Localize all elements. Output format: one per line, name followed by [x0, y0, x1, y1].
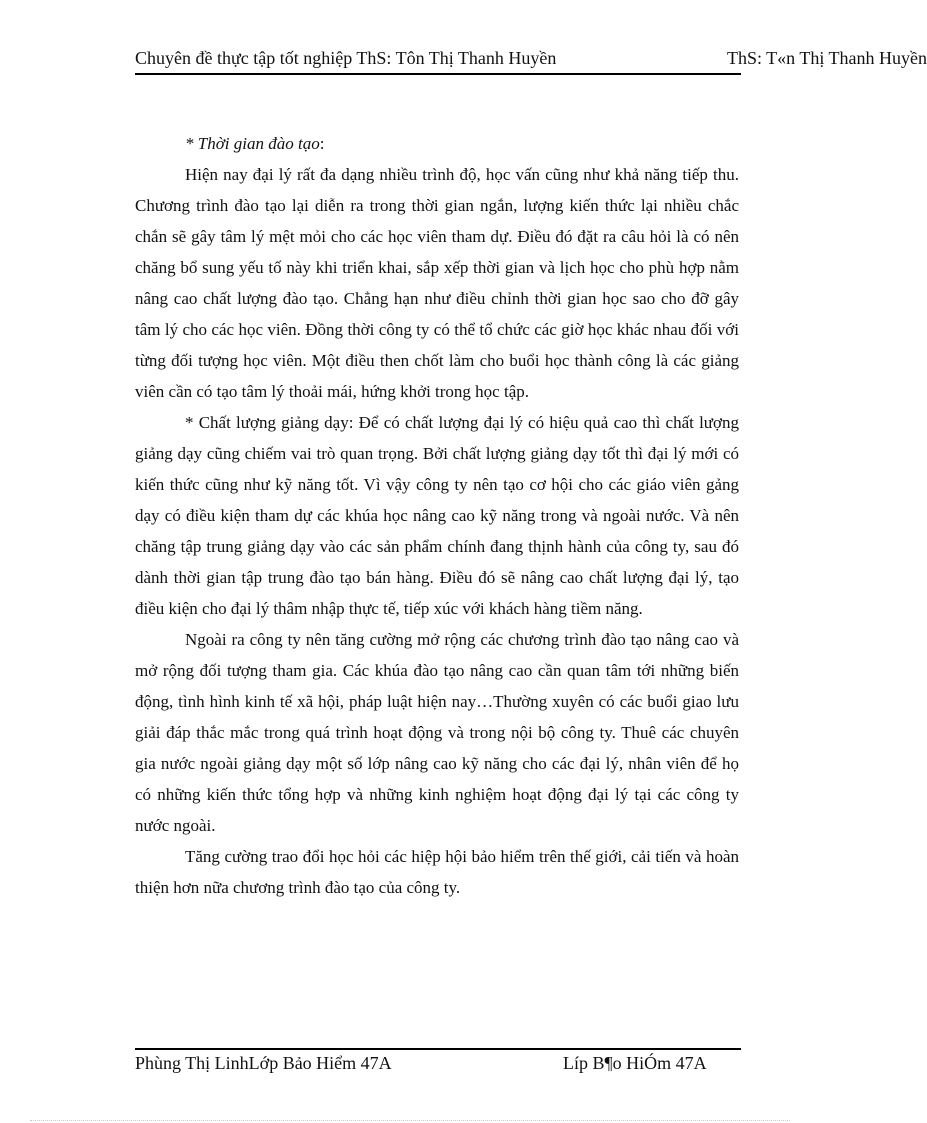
section-heading — [135, 128, 739, 159]
paragraph-exchange: Tăng cường trao đổi học hỏi các hiệp hội bảo hiểm trên thế giới, cải tiến và hoàn thiện hơn nữa chương trình đào tạo của công ty. — [135, 847, 739, 897]
paragraph-training-time: Hiện nay đại lý rất đa dạng nhiều trình độ, học vấn cũng như khả năng tiếp thu. Chương trình đào tạo lại diễn ra trong thời gian ngắn, lượng kiến thức lại nhiều chắc chắn sẽ gây tâm lý mệt mỏi cho các học viên tham dự. Điều đó đặt ra câu hỏi là có nên chăng bổ sung yếu tố này khi triển khai, sắp xếp thời gian và lịch học cho phù hợp nằm nâng cao chất lượng đào tạo. Chẳng hạn như điều chỉnh thời gian học sao cho đỡ gây tâm lý cho các học viên. Đồng thời công ty có thể tổ chức các giờ học khác nhau đối với từng đối tượng học viên. Một điều then chốt làm cho buổi học thành công là các giảng viên cần có tạo tâm lý thoải mái, hứng khởi trong học tập. — [135, 165, 739, 401]
header-title: Chuyên đề thực tập tốt nghiệp ThS: Tôn Thị Thanh Huyền — [135, 48, 557, 68]
page-header — [135, 48, 927, 74]
footer-class: Líp B¶o HiÓm 47A — [563, 1053, 707, 1073]
document-body — [135, 128, 739, 903]
header-supervisor: ThS: T«n Thị Thanh Huyền — [727, 48, 927, 68]
footer-divider — [135, 1048, 741, 1050]
paragraph-expand-programs: Ngoài ra công ty nên tăng cường mở rộng các chương trình đào tạo nâng cao và mở rộng đối tượng tham gia. Các khúa đào tạo nâng cao cần quan tâm tới những biến động, tình hình kinh tế xã hội, pháp luật hiện nay…Thường xuyên có các buổi giao lưu giải đáp thắc mắc trong quá trình hoạt động và trong nội bộ công ty. Thuê các chuyên gia nước ngoài giảng dạy một số lớp nâng cao kỹ năng cho các đại lý, nhân viên để họ có những kiến thức tổng hợp và những kinh nghiệm hoạt động đại lý tại các công ty nước ngoài. — [135, 630, 739, 835]
page-edge — [30, 1120, 790, 1121]
page-footer — [135, 1053, 741, 1079]
section-heading-text: * Thời gian đào tạo — [185, 134, 320, 153]
section-heading-colon: : — [319, 134, 325, 153]
header-divider — [135, 73, 741, 75]
paragraph-teaching-quality: * Chất lượng giảng dạy: Để có chất lượng đại lý có hiệu quả cao thì chất lượng giảng dạy cũng chiếm vai trò quan trọng. Bởi chất lượng giảng dạy tốt thì đại lý mới có kiến thức cũng như kỹ năng tốt. Vì vậy công ty nên tạo cơ hội cho các giáo viên gảng dạy có điều kiện tham dự các khúa học nâng cao kỹ năng trong và ngoài nước. Và nên chăng tập trung giảng dạy vào các sản phẩm chính đang thịnh hành của công ty, sau đó dành thời gian tập trung đào tạo bán hàng. Điều đó sẽ nâng cao chất lượng đại lý, tạo điều kiện cho đại lý thâm nhập thực tế, tiếp xúc với khách hàng tiềm năng. — [135, 413, 739, 618]
footer-author: Phùng Thị LinhLớp Bảo Hiểm 47A — [135, 1053, 392, 1073]
